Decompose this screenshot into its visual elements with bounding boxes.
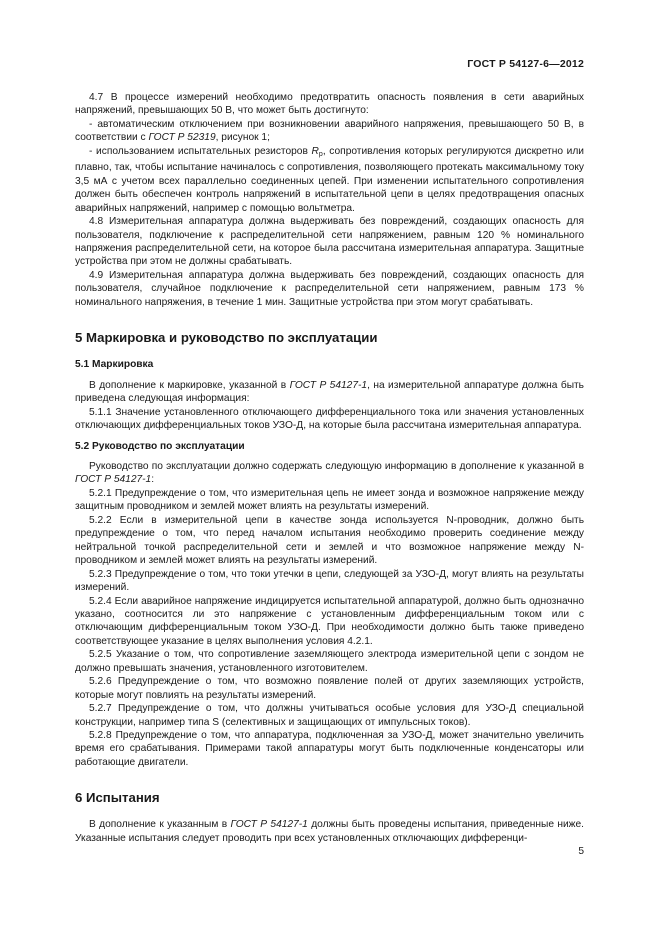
paragraph-5-2-1: 5.2.1 Предупреждение о том, что измерительная цепь не имеет зонда и возможное напряжение между защитным проводником и землей может влиять на результаты измерений. [75,487,584,513]
paragraph-4-9: 4.9 Измерительная аппаратура должна выдерживать без повреждений, создающих опасность для пользователя, случайное подключение к распределительной сети напряжением, равным 173 % номинального напряжения, в течение 1 мин. Защитные устройства при этом могут срабатывать. [75,269,584,308]
paragraph-5-2-7: 5.2.7 Предупреждение о том, что должны учитываться особые условия для УЗО-Д специальной конструкции, например типа S (селективных и защищающих от импульсных токов). [75,703,584,728]
section-6-body [75,818,584,845]
paragraph-5-2-2: 5.2.2 Если в измерительной цепи в качестве зонда используется N-проводник, должно быть предупреждение о том, что перед началом испытания необходимо проверить соединение между нейтральной точкой распределительной сети и землей и что возможное напряжение между N-проводником и землей может влиять на результаты измерений. [75,514,584,567]
paragraph-5-1-1: 5.1.1 Значение установленного отключающего дифференциального тока или значения установленных отключающих дифференциальных токов УЗО-Д, на которые была рассчитана измерительная аппаратура. [75,406,584,432]
section-5-heading: 5 Маркировка и руководство по эксплуатации [75,330,378,346]
section-5-body [75,358,584,769]
paragraph-6-intro: В дополнение к указанным в ГОСТ Р 54127-1 должны быть проведены испытания, приведенные ниже. Указанные испытания следует проводить при всех установленных отключающих дифференци- [75,819,584,844]
document-page [75,58,584,845]
document-header: ГОСТ Р 54127-6—2012 [467,58,584,70]
section-5-2-heading: 5.2 Руководство по эксплуатации [75,440,245,452]
page-number: 5 [578,846,584,857]
paragraph-4-7-bullet-2: - использованием испытательных резисторов $R_p$, сопротивления которых регулируются дискретно или плавно, так, чтобы испытание начиналось с сопротивления, позволяющего протекать максимальному току 3,5 мА с учетом всех параллельно соединенных цепей. При изменении испытательного сопротивления должен быть обеспечен контроль напряжений в испытательной цепи в целях предотвращения опасных аварийных напряжений, например с помощью вольтметра. [75,145,584,214]
paragraph-4-7: 4.7 В процессе измерений необходимо предотвратить опасность появления в сети аварийных напряжений, превышающих 50 В, что может быть достигнуто: [75,92,584,117]
paragraph-4-7-bullet-1: - автоматическим отключением при возникновении аварийного напряжения, превышающего 50 В, в соответствии с ГОСТ Р 52319, рисунок 1; [75,118,584,144]
paragraph-5-2-3: 5.2.3 Предупреждение о том, что токи утечки в цепи, следующей за УЗО-Д, могут влиять на результаты измерений. [75,568,584,594]
paragraph-4-8: 4.8 Измерительная аппаратура должна выдерживать без повреждений, создающих опасность для пользователя, подключение к распределительной сети напряжением, равным 120 % номинального напряжения распределительной сети, на которое была рассчитана измерительная аппаратура. Защитные устройства при этом не должны срабатывать. [75,216,584,268]
paragraph-5-2-5: 5.2.5 Указание о том, что сопротивление заземляющего электрода измерительной цепи с зондом не должно превышать значения, установленного изготовителем. [75,649,584,674]
paragraph-5-2-intro: Руководство по эксплуатации должно содержать следующую информацию в дополнение к указанной в ГОСТ Р 54127-1: [75,460,584,486]
section-6-heading: 6 Испытания [75,790,160,806]
paragraph-5-1-intro: В дополнение к маркировке, указанной в ГОСТ Р 54127-1, на измерительной аппаратуре должна быть приведена следующая информация: [75,379,584,405]
paragraph-5-2-6: 5.2.6 Предупреждение о том, что возможно появление полей от других заземляющих устройств, которые могут повлиять на результаты измерений. [75,676,584,701]
paragraph-5-2-8: 5.2.8 Предупреждение о том, что аппаратура, подключенная за УЗО-Д, может значительно увеличить время его срабатывания. Примерами такой аппаратуры могут быть подключенные конденсаторы или работающие двигатели. [75,730,584,768]
section-4-continued [75,91,584,309]
section-5-1-heading: 5.1 Маркировка [75,359,154,371]
paragraph-5-2-4: 5.2.4 Если аварийное напряжение индицируется испытательной аппаратурой, должно быть однозначно указано, соотносится ли это напряжение с установленным дифференциальным током или с отключающим дифференциальным током УЗО-Д. При необходимости должно быть также приведено соответствующее указание в целях выполнения условия 4.2.1. [75,595,584,647]
